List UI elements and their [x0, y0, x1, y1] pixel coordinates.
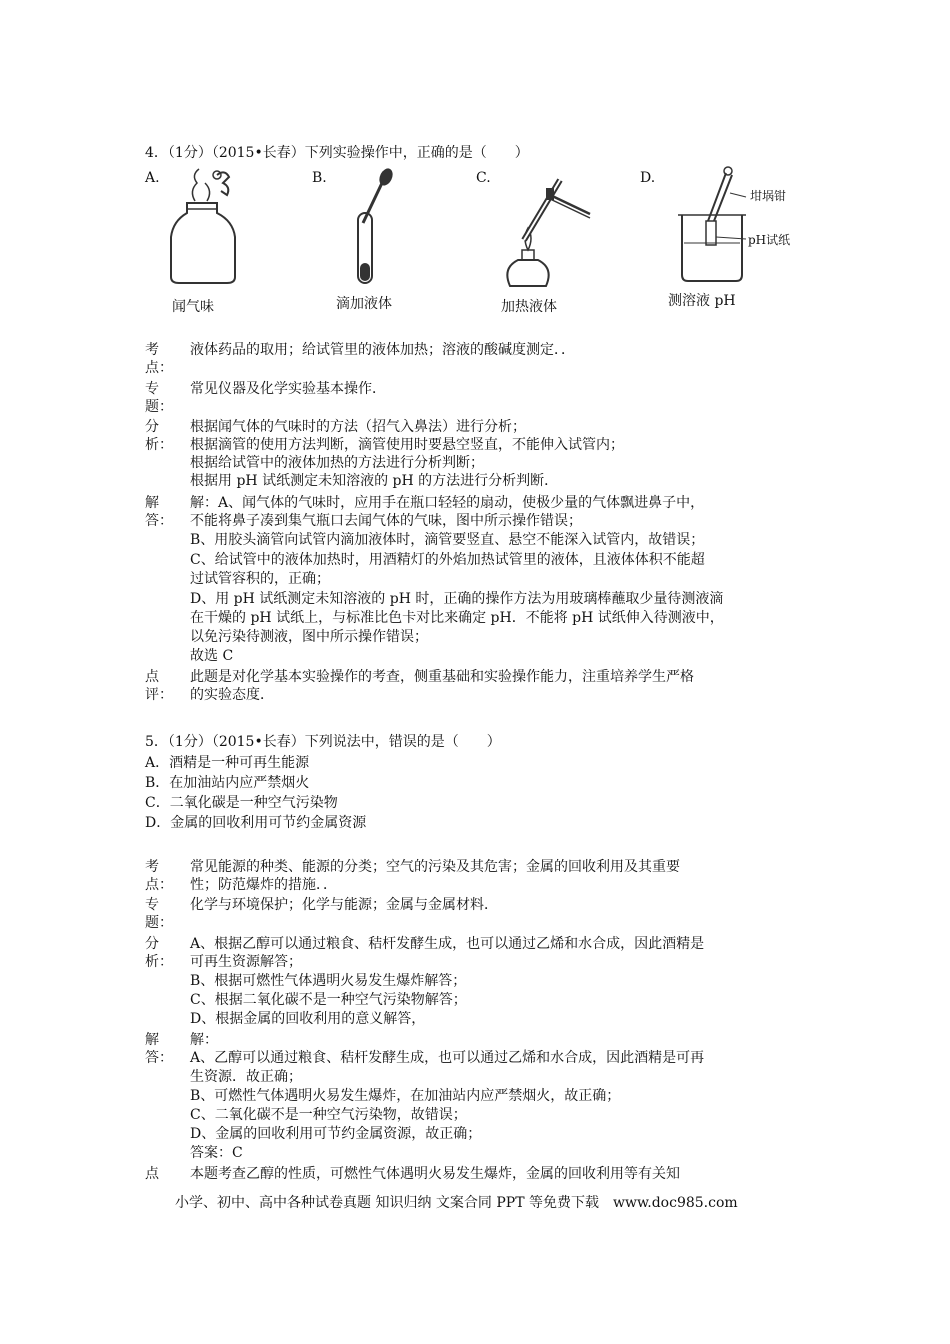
q5-jieda-line-7: 答案：C: [190, 1145, 243, 1161]
q4-fenxi-line-1: 根据闻气体的气味时的方法（招气入鼻法）进行分析；: [190, 419, 526, 435]
q5-fenxi-line-1: A、根据乙醇可以通过粮食、秸杆发酵生成，也可以通过乙烯和水合成，因此酒精是: [190, 936, 705, 952]
q5-fenxi-line-5: D、根据金属的回收利用的意义解答，: [190, 1011, 426, 1027]
q5-dianping-label-1: 点: [145, 1166, 159, 1182]
q4-kaodian-label-1: 考: [145, 342, 159, 358]
heating-liquid-figure: [498, 168, 608, 293]
q4-kaodian-label-2: 点：: [145, 360, 173, 376]
q4-zhuanti-text: 常见仪器及化学实验基本操作．: [190, 381, 386, 397]
q5-fenxi-line-2: 可再生资源解答；: [190, 954, 302, 970]
q5-jieda-label-1: 解: [145, 1032, 159, 1048]
q5-jieda-line-4: B、可燃性气体遇明火易发生爆炸，在加油站内应严禁烟火，故正确；: [190, 1088, 621, 1104]
q5-fenxi-line-3: B、根据可燃性气体遇明火易发生爆炸解答；: [190, 973, 467, 989]
q4-jieda-line-2: 不能将鼻子凑到集气瓶口去闻气体的气味，图中所示操作错误；: [190, 513, 582, 529]
dropper-figure: [340, 165, 400, 290]
q4-jieda-line-9: 故选 C: [190, 648, 234, 664]
q4-zhuanti-label-2: 题：: [145, 399, 173, 415]
q4-option-b-caption: 滴加液体: [336, 296, 392, 312]
q5-fenxi-label-2: 析：: [145, 954, 173, 970]
q4-option-c-caption: 加热液体: [501, 299, 557, 315]
q5-zhuanti-label-2: 题：: [145, 915, 173, 931]
q5-jieda-line-5: C、二氧化碳不是一种空气污染物，故错误；: [190, 1107, 467, 1123]
q4-jieda-label-1: 解: [145, 495, 159, 511]
q5-kaodian-line-2: 性；防范爆炸的措施．．: [190, 877, 337, 893]
q4-jieda-line-1: 解：A、闻气体的气味时，应用手在瓶口轻轻的扇动，使极少量的气体飘进鼻子中，: [190, 495, 705, 511]
q5-zhuanti-label-1: 专: [145, 897, 159, 913]
ph-test-figure: [660, 165, 780, 285]
q5-stem: 5．（1分）（2015•长春）下列说法中，错误的是（ ）: [145, 734, 501, 750]
q4-jieda-line-4: C、给试管中的液体加热时，用酒精灯的外焰加热试管里的液体，且液体体积不能超: [190, 552, 705, 568]
q5-option-c: C．二氧化碳是一种空气污染物: [145, 795, 338, 811]
q5-kaodian-label-1: 考: [145, 859, 159, 875]
q5-option-d: D．金属的回收利用可节约金属资源: [145, 815, 367, 831]
page-footer: 小学、初中、高中各种试卷真题 知识归纳 文案合同 PPT 等免费下载 www.doc985.com: [175, 1195, 738, 1211]
q4-fenxi-label-2: 析：: [145, 437, 173, 453]
q4-zhuanti-label-1: 专: [145, 381, 159, 397]
q5-dianping-line-1: 本题考查乙醇的性质，可燃性气体遇明火易发生爆炸，金属的回收利用等有关知: [190, 1166, 680, 1182]
q4-dianping-line-2: 的实验态度．: [190, 687, 274, 703]
q4-option-b-letter: B.: [312, 170, 327, 186]
q5-jieda-line-2: A、乙醇可以通过粮食、秸杆发酵生成，也可以通过乙烯和水合成，因此酒精是可再: [190, 1050, 705, 1066]
q4-jieda-line-8: 以免污染待测液，图中所示操作错误；: [190, 629, 428, 645]
q5-option-a: A．酒精是一种可再生能源: [145, 755, 310, 771]
q4-option-d-letter: D.: [640, 170, 656, 186]
q4-fenxi-line-4: 根据用 pH 试纸测定未知溶液的 pH 的方法进行分析判断．: [190, 473, 559, 489]
q5-option-b: B．在加油站内应严禁烟火: [145, 775, 310, 791]
q4-dianping-label-1: 点: [145, 669, 159, 685]
q4-jieda-line-5: 过试管容积的，正确；: [190, 571, 330, 587]
q5-zhuanti-text: 化学与环境保护；化学与能源；金属与金属材料．: [190, 897, 498, 913]
q4-dianping-label-2: 评：: [145, 687, 173, 703]
q4-fenxi-line-3: 根据给试管中的液体加热的方法进行分析判断；: [190, 455, 484, 471]
q5-jieda-line-3: 生资源．故正确；: [190, 1069, 302, 1085]
q4-jieda-line-7: 在干燥的 pH 试纸上，与标准比色卡对比来确定 pH．不能将 pH 试纸伸入待测液中，: [190, 610, 724, 626]
q4-option-d-label-tongs: 坩埚钳: [750, 189, 787, 203]
q4-fenxi-line-2: 根据滴管的使用方法判断，滴管使用时要悬空竖直，不能伸入试管内；: [190, 437, 624, 453]
q5-kaodian-line-1: 常见能源的种类、能源的分类；空气的污染及其危害；金属的回收利用及其重要: [190, 859, 680, 875]
q4-dianping-line-1: 此题是对化学基本实验操作的考查，侧重基础和实验操作能力，注重培养学生严格: [190, 669, 694, 685]
q4-kaodian-text: 液体药品的取用；给试管里的液体加热；溶液的酸碱度测定．．: [190, 342, 575, 358]
q4-option-c-letter: C.: [476, 170, 491, 186]
q5-fenxi-line-4: C、根据二氧化碳不是一种空气污染物解答；: [190, 992, 467, 1008]
q5-jieda-line-6: D、金属的回收利用可节约金属资源，故正确；: [190, 1126, 482, 1142]
q4-option-a-caption: 闻气味: [172, 299, 214, 315]
q4-option-d-caption: 测溶液 pH: [668, 293, 736, 309]
q4-jieda-line-3: B、用胶头滴管向试管内滴加液体时，滴管要竖直、悬空不能深入试管内，故错误；: [190, 532, 705, 548]
q4-fenxi-label-1: 分: [145, 419, 159, 435]
smell-gas-figure: [165, 165, 255, 290]
q5-fenxi-label-1: 分: [145, 936, 159, 952]
q4-jieda-label-2: 答：: [145, 513, 173, 529]
q4-jieda-line-6: D、用 pH 试纸测定未知溶液的 pH 时，正确的操作方法为用玻璃棒蘸取少量待测液滴: [190, 591, 724, 607]
q5-jieda-label-2: 答：: [145, 1050, 173, 1066]
q4-stem: 4．（1分）（2015•长春）下列实验操作中，正确的是（ ）: [145, 145, 529, 161]
q5-kaodian-label-2: 点：: [145, 877, 173, 893]
q4-option-a-letter: A.: [145, 170, 160, 186]
q5-jieda-line-1: 解：: [190, 1032, 218, 1048]
q4-option-d-label-ph-paper: pH试纸: [748, 233, 791, 247]
